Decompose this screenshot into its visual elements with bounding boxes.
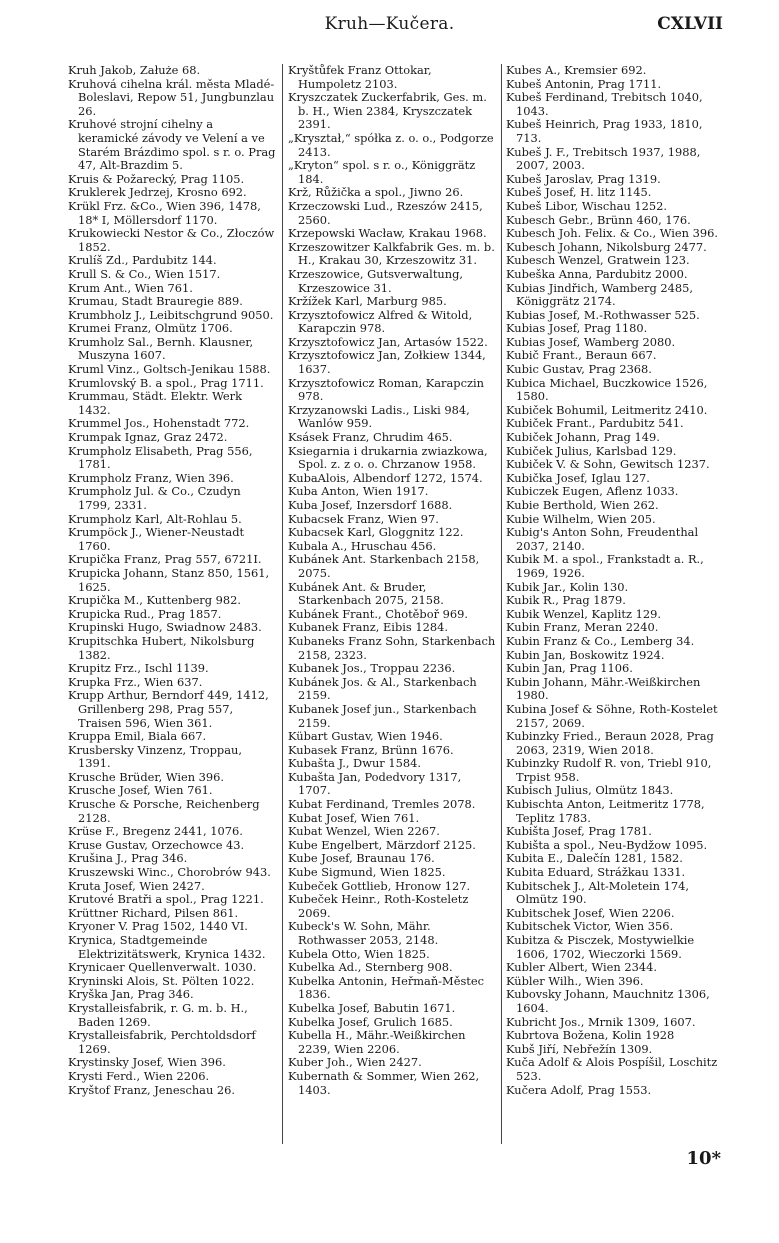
directory-entry: Kubricht Jos., Mrnik 1309, 1607. [506,1014,696,1029]
directory-entry: Kubasek Franz, Brünn 1676. [288,742,454,757]
directory-entry: Kubinzky Rudolf R. von, Triebl 910, Trpist 958. [506,756,712,784]
directory-entry: Kubiček Julius, Karlsbad 129. [506,443,677,458]
directory-entry: Kučera Adolf, Prag 1553. [506,1082,652,1097]
directory-entry: Krzeszowitzer Kalkfabrik Ges. m. b. H., Krakau 30, Krzeszowitz 31. [288,239,495,268]
directory-entry: Kubinzky Fried., Beraun 2028, Prag 2063, 2319, Wien 2018. [506,729,714,757]
directory-entry: Kubišta Josef, Prag 1781. [506,824,652,839]
directory-entry: Krumbholz J., Leibitschgrund 9050. [68,307,274,322]
directory-entry: Krumpöck J., Wiener-Neustadt 1760. [68,525,245,553]
directory-entry: Kruszewski Winc., Chorobrów 943. [68,865,271,880]
directory-entry: Kube Sigmund, Wien 1825. [288,865,446,880]
directory-entry: Kubina Josef & Söhne, Roth-Kostelet 2157, 2069. [506,701,718,730]
directory-entry: Krusche & Porsche, Reichenberg 2128. [68,797,260,825]
directory-entry: Kubias Josef, Prag 1180. [506,321,648,336]
directory-entry: Kubiček V. & Sohn, Gewitsch 1237. [506,457,710,472]
directory-entry: Kubella H., Mähr.-Weißkirchen 2239, Wien 2206. [288,1028,466,1056]
column-3 [506,64,720,1097]
directory-entry: KubaAlois, Albendorf 1272, 1574. [288,470,483,485]
directory-entry: Kruklerek Jedrzej, Krosno 692. [68,185,247,200]
directory-entry: Kubelka Ad., Sternberg 908. [288,960,453,975]
directory-entry: Kubš Jiří, Nebřežín 1309. [506,1041,653,1056]
directory-entry: Kryštůfek Franz Ottokar, Humpoletz 2103. [288,63,432,91]
directory-entry: Krzysztofowicz Roman, Karapczin 978. [288,375,484,404]
directory-entry: Kubie Wilhelm, Wien 205. [506,511,656,526]
directory-entry: Kubiček Bohumil, Leitmeritz 2410. [506,402,708,417]
directory-entry: Krulíš Zd., Pardubitz 144. [68,253,217,268]
directory-entry: Kubischta Anton, Leitmeritz 1778, Teplitz 1783. [506,797,705,825]
directory-entry: Krumholz Sal., Bernh. Klausner, Muszyna 1607. [68,334,254,363]
directory-entry: Krupitz Frz., Ischl 1139. [68,661,209,676]
directory-entry: Kubánek Frant., Chotěboř 969. [288,606,468,621]
directory-entry: Krupinski Hugo, Swiadnow 2483. [68,620,262,635]
directory-entry: Kubie Berthold, Wien 262. [506,498,659,512]
directory-entry: Kubisch Julius, Olmütz 1843. [506,783,674,798]
directory-entry: Kube Engelbert, Märzdorf 2125. [288,837,476,852]
directory-entry: Kubeš Heinrich, Prag 1933, 1810, 713. [506,117,703,145]
directory-entry: Krupička Franz, Prag 557, 6721I. [68,552,262,567]
directory-entry: Kubica Michael, Buczkowice 1526, 1580. [506,375,708,404]
directory-entry: Krzeczowski Lud., Rzeszów 2415, 2560. [288,198,483,227]
directory-entry: Kubiček Frant., Pardubitz 541. [506,416,684,431]
column-divider [501,64,502,1144]
directory-entry: Kubes A., Kremsier 692. [506,63,647,77]
directory-entry: Kubánek Ant. & Bruder, Starkenbach 2075, 2158. [288,579,444,608]
directory-entry: Kubin Jan, Boskowitz 1924. [506,647,665,662]
directory-entry: Krystinsky Josef, Wien 396. [68,1055,226,1070]
directory-entry: Krutové Bratři a spol., Prag 1221. [68,892,264,907]
directory-entry: Kubesch Gebr., Brünn 460, 176. [506,212,691,227]
directory-entry: Kruml Vinz., Goltsch-Jenikau 1588. [68,362,271,377]
directory-entry: Krupka Frz., Wien 637. [68,674,203,689]
directory-entry: Krumpak Ignaz, Graz 2472. [68,430,228,445]
directory-entry: Kubiček Johann, Prag 149. [506,430,660,445]
directory-entry: Kubeš Libor, Wischau 1252. [506,198,667,213]
directory-entry: Kubik Jar., Kolin 130. [506,579,629,594]
directory-entry: Krysti Ferd., Wien 2206. [68,1068,210,1083]
directory-entry: Krusbersky Vinzenz, Troppau, 1391. [68,742,242,771]
directory-entry: Kubašta J., Dwur 1584. [288,756,421,771]
directory-entry: Kubeš Josef, H. litz 1145. [506,185,652,200]
directory-entry: Krzysztofowicz Jan, Zołkiew 1344, 1637. [288,348,486,377]
directory-columns [68,64,720,1164]
directory-entry: Kubat Ferdinand, Tremles 2078. [288,797,476,812]
page-header [0,14,779,44]
directory-entry: Kubánek Ant. Starkenbach 2158, 2075. [288,552,480,580]
directory-entry: Kruhová cihelna král. města Mladé-Boleslavi, Repow 51, Jungbunzlau 26. [68,76,275,118]
directory-entry: Krupička M., Kuttenberg 982. [68,593,242,608]
directory-entry: Kryninski Alois, St. Pölten 1022. [68,973,255,988]
directory-entry: Kubita E., Dalečín 1281, 1582. [506,851,683,866]
directory-entry: Kubin Franz & Co., Lemberg 34. [506,633,695,648]
directory-entry: Krupicka Rud., Prag 1857. [68,606,222,621]
directory-entry: Kubitza & Pisczek, Mostywielkie 1606, 1702, Wieczorki 1569. [506,933,695,961]
directory-entry: Krumpholz Karl, Alt-Rohlau 5. [68,511,242,526]
column-1 [68,64,276,1097]
directory-entry: Kruppa Emil, Biala 667. [68,729,207,744]
directory-entry: Kübler Wilh., Wien 396. [506,973,644,988]
directory-entry: Kubat Josef, Wien 761. [288,810,420,825]
directory-entry: Kruhové strojní cihelny a keramické závody ve Velení a ve Starém Brázdimo spol. s r. o. Prag 47, Alt-Brazdim 5. [68,117,276,173]
directory-entry: Krynicaer Quellenverwalt. 1030. [68,960,257,975]
directory-entry: Kubánek Jos. & Al., Starkenbach 2159. [288,674,477,703]
directory-entry: Krumpholz Franz, Wien 396. [68,470,234,485]
directory-entry: Krüse F., Bregenz 2441, 1076. [68,824,243,839]
directory-entry: Kubic Gustav, Prag 2368. [506,362,652,377]
directory-entry: Krzyzanowski Ladis., Liski 984, Wanlów 959. [288,402,470,431]
directory-entry: Krükl Frz. &Co., Wien 396, 1478, 18* I, Möllersdorf 1170. [68,198,261,227]
directory-entry: Krumei Franz, Olmütz 1706. [68,321,233,336]
directory-entry: Kubacsek Franz, Wien 97. [288,511,439,526]
directory-entry: Kržížek Karl, Marburg 985. [288,294,447,309]
directory-entry: Krynica, Stadtgemeinde Elektrizitätswerk, Krynica 1432. [68,933,266,961]
directory-entry: Kubacsek Karl, Gloggnitz 122. [288,525,464,540]
directory-entry: Krystalleisfabrik, r. G. m. b. H., Baden 1269. [68,1000,248,1029]
directory-entry: Kubovsky Johann, Mauchnitz 1306, 1604. [506,987,710,1015]
directory-entry: Kubias Jindřich, Wamberg 2485, Königgrätz 2174. [506,280,693,309]
directory-entry: Krummau, Städt. Elektr. Werk 1432. [68,389,243,417]
directory-entry: Kubin Johann, Mähr.-Weißkirchen 1980. [506,674,701,703]
directory-entry: Krzysztofowicz Jan, Artasów 1522. [288,334,488,349]
directory-entry: Kübart Gustav, Wien 1946. [288,729,443,744]
directory-entry: Kubanek Josef jun., Starkenbach 2159. [288,701,477,730]
directory-entry: Kubič Frant., Beraun 667. [506,348,657,363]
directory-entry: Kubesch Wenzel, Gratwein 123. [506,253,690,268]
directory-entry: Kubrtova Božena, Kolin 1928 [506,1028,675,1043]
directory-entry: Krüttner Richard, Pilsen 861. [68,905,239,920]
directory-entry: Kubeček Gottlieb, Hronow 127. [288,878,471,893]
directory-entry: Ksásek Franz, Chrudim 465. [288,430,453,445]
directory-entry: Kubeš Jaroslav, Prag 1319. [506,171,661,186]
directory-entry: Krzysztofowicz Alfred & Witold, Karapczin 978. [288,307,473,336]
directory-entry: Kruta Josef, Wien 2427. [68,878,205,893]
directory-entry: Kryška Jan, Prag 346. [68,987,194,1002]
directory-entry: Kubernath & Sommer, Wien 262, 1403. [288,1068,480,1097]
directory-entry: Kubeš J. F., Trebitsch 1937, 1988, 2007, 2003. [506,144,701,173]
directory-entry: Kubelka Josef, Grulich 1685. [288,1014,453,1029]
directory-entry: „Kryton“ spol. s r. o., Königgrätz 184. [288,158,476,186]
directory-entry: Krzepowski Wacław, Krakau 1968. [288,226,487,241]
directory-entry: Krupitschka Hubert, Nikolsburg 1382. [68,633,255,662]
directory-entry: Kryoner V. Prag 1502, 1440 VI. [68,919,248,934]
directory-entry: Kube Josef, Braunau 176. [288,851,435,866]
directory-entry: Krystalleisfabrik, Perchtoldsdorf 1269. [68,1028,256,1056]
directory-entry: Kubesch Johann, Nikolsburg 2477. [506,239,707,254]
directory-entry: Kubin Jan, Prag 1106. [506,661,633,676]
signature-mark: 10* [686,1148,721,1169]
directory-entry: Krupicka Johann, Stanz 850, 1561, 1625. [68,565,270,594]
directory-entry: Kubitschek Victor, Wien 356. [506,919,674,934]
directory-entry: Kubig's Anton Sohn, Freudenthal 2037, 2140. [506,525,699,553]
directory-entry: Kubička Josef, Iglau 127. [506,470,650,485]
directory-entry: Kubias Josef, Wamberg 2080. [506,334,676,349]
directory-entry: Krumau, Stadt Brauregie 889. [68,294,243,309]
directory-entry: Krušina J., Prag 346. [68,851,188,866]
directory-entry: Krull S. & Co., Wien 1517. [68,266,221,281]
directory-entry: Krum Ant., Wien 761. [68,280,193,295]
directory-entry: Kubitschek Josef, Wien 2206. [506,905,675,920]
directory-entry: Kubin Franz, Meran 2240. [506,620,659,635]
directory-entry: Krukowiecki Nestor & Co., Złoczów 1852. [68,226,275,254]
directory-entry: Krumpholz Jul. & Co., Czudyn 1799, 2331. [68,484,241,512]
directory-entry: „Kryształ,“ spółka z. o. o., Podgorze 2413. [288,130,494,159]
directory-entry: Krzeszowice, Gutsverwaltung, Krzeszowice 31. [288,266,463,295]
directory-entry: Krummel Jos., Hohenstadt 772. [68,416,250,431]
directory-entry: Krusche Brüder, Wien 396. [68,769,225,784]
directory-entry: Kuba Josef, Inzersdorf 1688. [288,498,453,512]
directory-entry: Kubik M. a spol., Frankstadt a. R., 1969, 1926. [506,552,704,580]
directory-entry: Kubanek Franz, Eibis 1284. [288,620,448,635]
directory-entry: Ksiegarnia i drukarnia zwiazkowa, Spol. z. z o. o. Chrzanow 1958. [288,443,488,472]
directory-entry: Kruse Gustav, Orzechowce 43. [68,837,245,852]
directory-entry: Kubelka Josef, Babutin 1671. [288,1000,456,1015]
directory-entry: Kuba Anton, Wien 1917. [288,484,429,499]
directory-entry: Kubašta Jan, Podedvory 1317, 1707. [288,769,462,798]
directory-entry: Kubeček Heinr., Roth-Kosteletz 2069. [288,892,469,920]
directory-entry: Kubik R., Prag 1879. [506,593,626,608]
directory-entry: Kubela Otto, Wien 1825. [288,946,430,961]
directory-entry: Kubišta a spol., Neu-Bydžow 1095. [506,837,708,852]
directory-entry: Kubitschek J., Alt-Moletein 174, Olmütz 190. [506,878,689,907]
directory-entry: Kuber Joh., Wien 2427. [288,1055,422,1070]
directory-entry: Krusche Josef, Wien 761. [68,783,213,798]
directory-entry: Krumlovský B. a spol., Prag 1711. [68,375,264,390]
directory-entry: Kubat Wenzel, Wien 2267. [288,824,440,839]
directory-entry: Kubaneks Franz Sohn, Starkenbach 2158, 2323. [288,633,496,662]
directory-entry: Krumpholz Elisabeth, Prag 556, 1781. [68,443,253,472]
page-number: CXLVII [657,14,723,34]
directory-entry: Krž, Růžička a spol., Jiwno 26. [288,185,464,200]
directory-entry: Kubesch Joh. Felix. & Co., Wien 396. [506,226,718,241]
directory-entry: Kubeška Anna, Pardubitz 2000. [506,266,688,281]
column-2 [288,64,496,1097]
directory-entry: Kubias Josef, M.-Rothwasser 525. [506,307,700,322]
directory-entry: Kruis & Požarecký, Prag 1105. [68,171,245,186]
directory-entry: Kubelka Antonin, Heřmaň-Městec 1836. [288,973,484,1002]
directory-entry: Kubiczek Eugen, Aflenz 1033. [506,484,679,499]
directory-entry: Kubala A., Hruschau 456. [288,538,437,553]
directory-entry: Kubanek Jos., Troppau 2236. [288,661,456,676]
running-title: Kruh—Kučera. [324,14,455,34]
directory-entry: Kuča Adolf & Alois Pospíšil, Loschitz 523. [506,1055,718,1083]
directory-entry: Kubler Albert, Wien 2344. [506,960,657,975]
directory-entry: Kruh Jakob, Załuże 68. [68,63,201,77]
directory-entry: Kubeš Ferdinand, Trebitsch 1040, 1043. [506,90,703,118]
column-divider [282,64,283,1144]
directory-entry: Kubeš Antonin, Prag 1711. [506,76,662,91]
directory-entry: Kubik Wenzel, Kaplitz 129. [506,606,661,621]
directory-entry: Kryszczatek Zuckerfabrik, Ges. m. b. H., Wien 2384, Kryszczatek 2391. [288,90,487,132]
directory-entry: Krupp Arthur, Berndorf 449, 1412, Grillenberg 298, Prag 557, Traisen 596, Wien 361. [68,688,269,730]
directory-entry: Kubeck's W. Sohn, Mähr. Rothwasser 2053, 2148. [288,919,439,947]
directory-entry: Kubita Eduard, Strážkau 1331. [506,865,686,880]
directory-entry: Kryštof Franz, Jeneschau 26. [68,1082,236,1097]
